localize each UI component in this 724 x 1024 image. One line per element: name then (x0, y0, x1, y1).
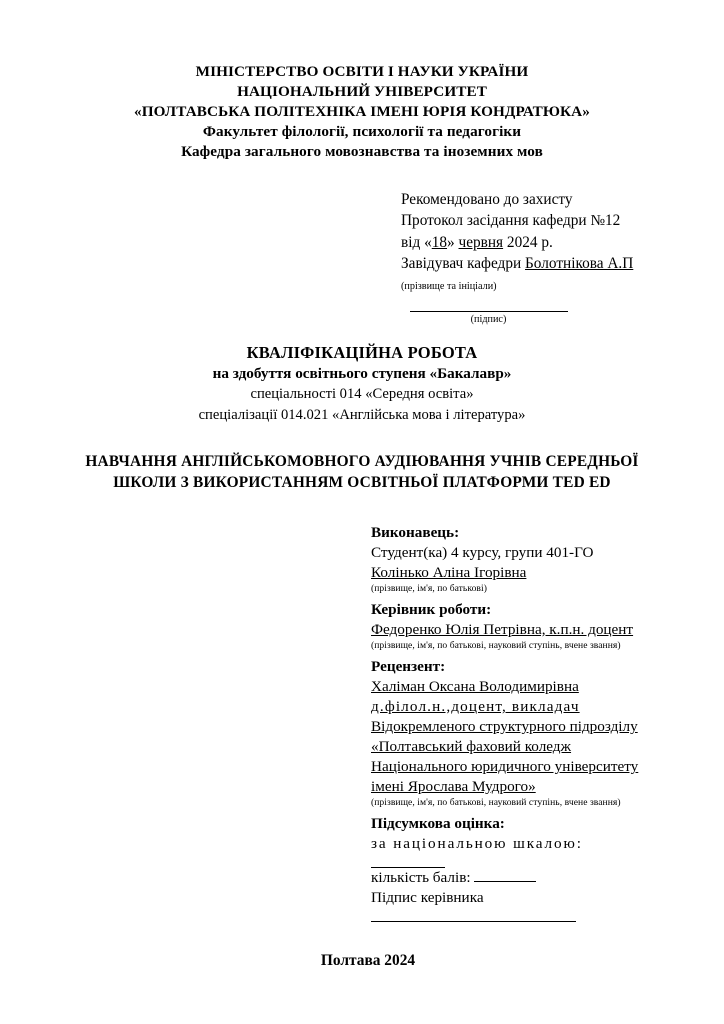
specialty-line: спеціальності 014 «Середня освіта» (250, 386, 474, 403)
approval-date-prefix: від « (401, 233, 432, 251)
reviewer-note: (прізвище, ім'я, по батькові, науковий ступінь, вчене звання) (371, 797, 621, 809)
reviewer-org-line-1: Відокремленого структурного підрозділу (371, 718, 638, 736)
theme-line-3: ПЛАТФОРМИ TED ED (442, 474, 611, 492)
approval-head-name: Болотнікова А.П (525, 254, 634, 272)
place-year: Полтава 2024 (320, 951, 416, 969)
specialization-line: спеціалізації 014.021 «Англійська мова і література» (198, 406, 526, 423)
performer-name: Колінько Аліна Ігорівна (371, 563, 527, 581)
reviewer-org-line-2: «Полтавський фаховий коледж (371, 738, 572, 756)
approval-date-suffix: 2024 р. (503, 233, 553, 251)
signature-caption: (підпис) (470, 313, 507, 325)
qualification-title-block (52, 342, 672, 426)
theme-line-2: СЕРЕДНЬОЇ ШКОЛИ З ВИКОРИСТАННЯМ ОСВІТНЬОЇ (113, 453, 639, 492)
approval-protocol: Протокол засідання кафедри №12 (401, 212, 621, 230)
approval-name-note: (прізвище та ініціали) (401, 280, 497, 292)
approval-date-middle: » (447, 233, 459, 251)
institution-header (52, 62, 672, 162)
header-line-university: НАЦІОНАЛЬНИЙ УНІВЕРСИТЕТ (237, 83, 487, 101)
approval-recommended: Рекомендовано до захисту (401, 191, 573, 209)
performer-course: Студент(ка) 4 курсу, групи 401-ГО (371, 543, 594, 561)
header-line-university-name: «ПОЛТАВСЬКА ПОЛІТЕХНІКА ІМЕНІ ЮРІЯ КОНДРАТЮКА» (134, 103, 590, 121)
reviewer-degree: д.філол.н.,доцент, викладач (371, 698, 580, 716)
performer-note: (прізвище, ім'я, по батькові) (371, 582, 487, 594)
reviewer-org-line-3: Національного юридичного університету (371, 758, 639, 776)
points-line (371, 868, 672, 888)
reviewer-name: Халіман Оксана Володимирівна (371, 678, 579, 696)
supervisor-name: Федоренко Юлія Петрівна, к.п.н. доцент (371, 620, 634, 638)
final-mark-label: Підсумкова оцінка: (371, 815, 505, 833)
approval-block (401, 189, 672, 295)
reviewer-label: Рецензент: (371, 657, 446, 675)
supervisor-sign-line (371, 888, 672, 928)
approval-head-prefix: Завідувач кафедри (401, 254, 526, 272)
people-block (371, 523, 672, 928)
supervisor-sign-fill-line (371, 909, 576, 922)
supervisor-note: (прізвище, ім'я, по батькові, науковий ступінь, вчене звання) (371, 640, 621, 651)
approval-date-month: червня (458, 233, 504, 251)
points-label: кількість балів: (371, 868, 471, 886)
supervisor-sign-label: Підпис керівника (371, 888, 484, 906)
signature-line (410, 311, 568, 312)
reviewer-org-line-4: імені Ярослава Мудрого» (371, 778, 536, 796)
final-mark-scale: за національною шкалою: (371, 835, 583, 853)
points-fill-line (474, 869, 536, 882)
approval-head (401, 253, 672, 274)
thesis-theme (52, 452, 672, 493)
supervisor-label: Керівник роботи: (371, 600, 492, 618)
signature-area (401, 311, 576, 325)
page-title: КВАЛІФІКАЦІЙНА РОБОТА (246, 342, 478, 362)
header-line-faculty: Факультет філології, психології та педагогіки (202, 123, 522, 141)
degree-line: на здобуття освітнього ступеня «Бакалавр» (212, 364, 512, 382)
approval-date (401, 232, 672, 253)
performer-label: Виконавець: (371, 523, 460, 541)
approval-date-day: 18 (431, 233, 448, 251)
header-line-department: Кафедра загального мовознавства та іноземних мов (181, 143, 543, 161)
theme-line-1: НАВЧАННЯ АНГЛІЙСЬКОМОВНОГО АУДІЮВАННЯ УЧНІВ (85, 453, 542, 471)
header-line-ministry: МІНІСТЕРСТВО ОСВІТИ І НАУКИ УКРАЇНИ (195, 63, 529, 80)
